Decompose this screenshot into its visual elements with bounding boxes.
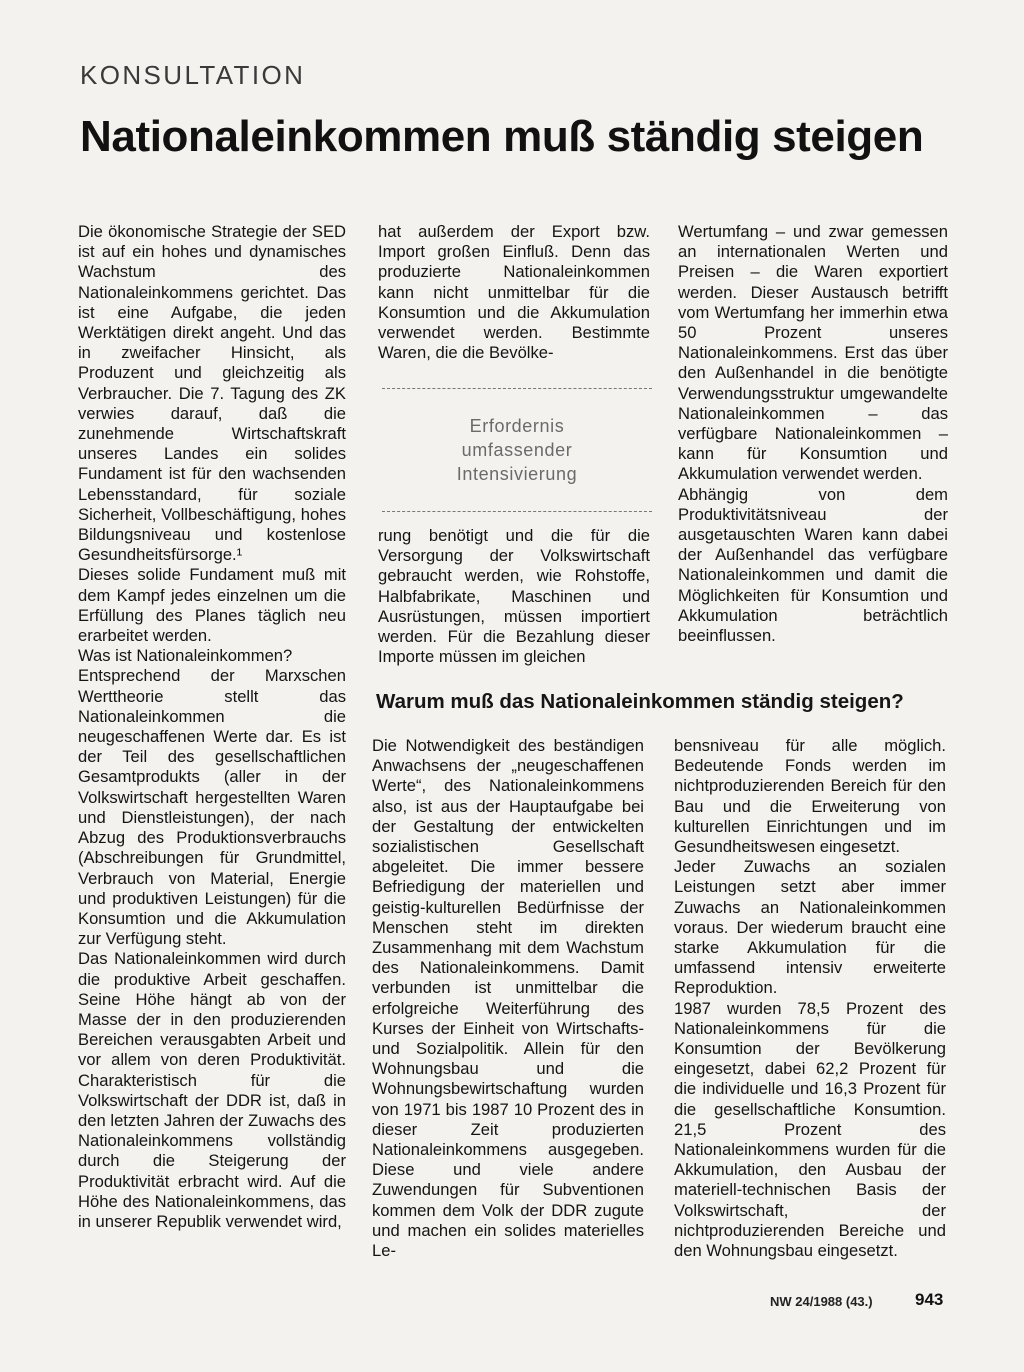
paragraph: Die ökonomische Strategie der SED ist auf ein hohes und dynamisches Wachstum des Nationaleinkommens gerichtet. Das ist eine Aufgabe, die jeden Werktätigen direkt angeht. Und das in zweifacher Hinsicht, als Produzent und gleichzeitig als Verbraucher. Die 7. Tagung des ZK verwies darauf, daß die zunehmende Wirtschaftskraft unseres Landes ein solides Fundament ist für den wachsenden Lebensstandard, für soziale Sicherheit, Vollbeschäftigung, hohes Bildungsniveau und kostenlose Gesundheitsfürsorge.¹	[78, 222, 346, 565]
paragraph: hat außerdem der Export bzw. Import großen Einfluß. Denn das produzierte Nationaleinkommen kann nicht unmittelbar für die Konsumtion und die Akkumulation verwendet werden. Bestimmte Waren, die die Bevölke-	[378, 222, 650, 363]
column-left	[78, 222, 346, 1232]
section-subheading: Warum muß das Nationaleinkommen ständig steigen?	[376, 690, 904, 713]
column-middle-bottom	[372, 736, 644, 1261]
paragraph: 1987 wurden 78,5 Prozent des Nationaleinkommens für die Konsumtion der Bevölkerung eingesetzt, dabei 62,2 Prozent für die individuelle und 16,3 Prozent für die gesellschaftliche Konsumtion. 21,5 Prozent des Nationaleinkommens wurden für die Akkumulation, den Ausbau der materiell-technischen Basis der Volkswirtschaft, der nichtproduzierenden Bereiche und den Wohnungsbau eingesetzt.	[674, 998, 946, 1261]
pullquote-box	[382, 388, 652, 512]
paragraph: Wertumfang – und zwar gemessen an internationalen Werten und Preisen – die Waren exportiert werden. Dieser Austausch betrifft vom Wertumfang her immerhin etwa 50 Prozent unseres Nationaleinkommens. Erst das über den Außenhandel in die benötigte Verwendungsstruktur umgewandelte Nationaleinkommen – das verfügbare Nationaleinkommen – kann für Konsumtion und Akkumulation verwendet werden.	[678, 222, 948, 484]
paragraph: Jeder Zuwachs an sozialen Leistungen setzt aber immer Zuwachs an Nationaleinkommen voraus. Der wiederum braucht eine starke Akkumulation für die umfassend intensiv erweiterte Reproduktion.	[674, 857, 946, 998]
column-right-bottom	[674, 736, 946, 1261]
section-kicker: KONSULTATION	[80, 60, 306, 90]
column-right-top	[678, 222, 948, 646]
paragraph: Was ist Nationaleinkommen?	[78, 646, 293, 666]
column-middle-after-box	[378, 526, 650, 667]
issue-reference: NW 24/1988 (43.)	[770, 1294, 873, 1309]
column-middle-top	[378, 222, 650, 363]
paragraph: Das Nationaleinkommen wird durch die produktive Arbeit geschaffen. Seine Höhe hängt ab von der Masse der in den produzierenden Bereichen verausgabten Arbeit und vor allem von deren Produktivität. Charakteristisch für die Volkswirtschaft der DDR ist, daß in den letzten Jahren der Zuwachs des Nationaleinkommens vollständig durch die Steigerung der Produktivität erbracht wird. Auf die Höhe des Nationaleinkommens, das in unserer Republik verwendet wird,	[78, 949, 346, 1231]
pullquote-line: umfassender	[461, 440, 573, 460]
paragraph: rung benötigt und die für die Versorgung der Volkswirtschaft gebraucht werden, wie Rohstoffe, Halbfabrikate, Maschinen und Ausrüstungen, müssen importiert werden. Für die Bezahlung dieser Importe müssen im gleichen	[378, 526, 650, 667]
pullquote-line: Intensivierung	[456, 464, 578, 484]
page-number: 943	[915, 1290, 944, 1309]
paragraph: Abhängig von dem Produktivitätsniveau der ausgetauschten Waren kann dabei der Außenhandel das verfügbare Nationaleinkommen und damit die Möglichkeiten für Konsumtion und Akkumulation beträchtlich beeinflussen.	[678, 484, 948, 646]
article-title: Nationaleinkommen muß ständig steigen	[80, 112, 924, 161]
paragraph: Die Notwendigkeit des beständigen Anwachsens der „neugeschaffenen Werte“, des Nationaleinkommens also, ist aus der Hauptaufgabe bei der Gestaltung der entwickelten sozialistischen Gesellschaft abgeleitet. Die immer bessere Befriedigung der materiellen und geistig-kulturellen Bedürfnisse der Menschen steht im direkten Zusammenhang mit dem Wachstum des Nationaleinkommens. Damit verbunden ist unmittelbar die erfolgreiche Weiterführung des Kurses der Einheit von Wirtschafts- und Sozialpolitik. Allein für den Wohnungsbau und die Wohnungsbewirtschaftung wurden von 1971 bis 1987 10 Prozent des in dieser Zeit produzierten Nationaleinkommens ausgegeben. Diese und viele andere Zuwendungen für Subventionen kommen dem Volk der DDR zugute und machen ein solides materielles Le-	[372, 736, 644, 1261]
paragraph: Dieses solide Fundament muß mit dem Kampf jedes einzelnen um die Erfüllung des Planes täglich neu erarbeitet werden.	[78, 565, 346, 646]
paragraph: Entsprechend der Marxschen Werttheorie stellt das Nationaleinkommen die neugeschaffenen Werte dar. Es ist der Teil des gesellschaftlichen Gesamtprodukts (aller in der Volkswirtschaft hergestellten Waren und Dienstleistungen), der nach Abzug des Produktionsverbrauchs (Abschreibungen für Grundmittel, Verbrauch von Material, Energie und produktiven Leistungen) für die Konsumtion und die Akkumulation zur Verfügung steht.	[78, 666, 346, 949]
pullquote-line: Erfordernis	[469, 416, 565, 436]
paragraph: bensniveau für alle möglich. Bedeutende Fonds werden im nichtproduzierenden Bereich für den Bau und die Erweiterung von kulturellen Einrichtungen und im Gesundheitswesen eingesetzt.	[674, 736, 946, 857]
